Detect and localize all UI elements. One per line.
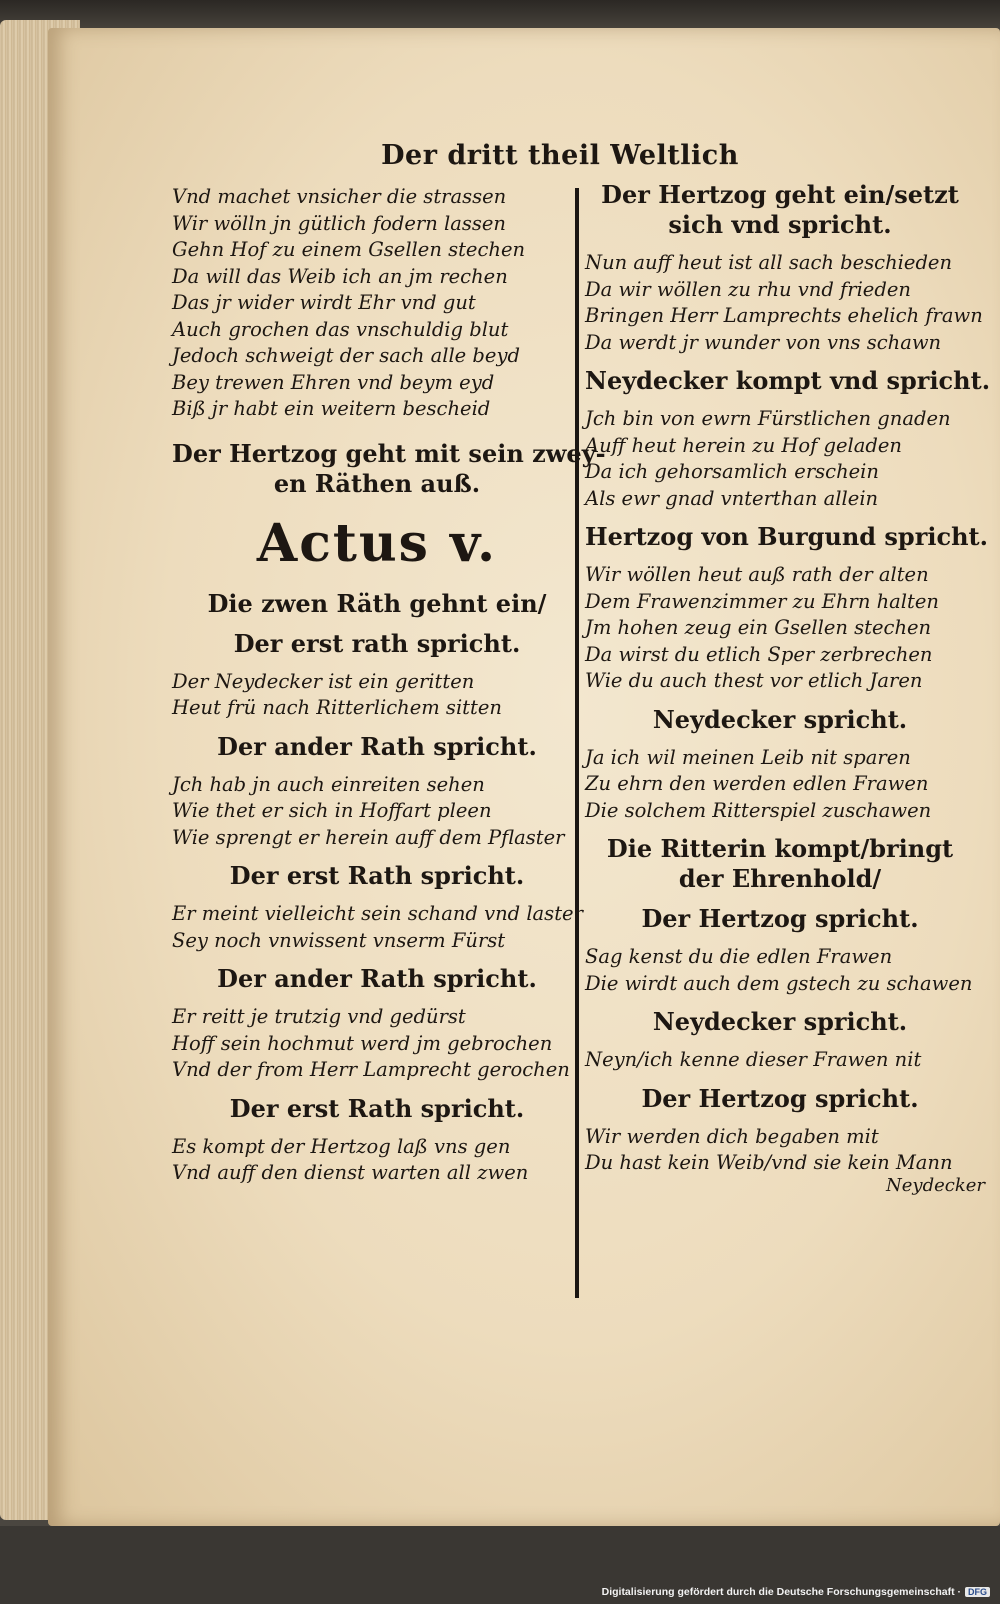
verse-line: Bey trewen Ehren vnd beym eyd [172, 370, 495, 394]
speaker-heading: Der erst rath spricht. [233, 628, 521, 658]
verse-line: Neyn/ich kenne dieser Frawen nit [585, 1048, 922, 1071]
verse-line: Sag kenst du die edlen Frawen [585, 945, 893, 968]
stage-direction-heading: sich vnd spricht. [668, 210, 892, 239]
verse-block [172, 1004, 582, 1084]
stage-direction-heading: Die Ritterin kompt/bringt [606, 834, 954, 863]
verse-line: Er reitt je trutzig vnd gedürst [172, 1005, 466, 1028]
verse-line: Wie du auch thest vor etlich Jaren [585, 669, 923, 692]
verse-line: Du hast kein Weib/vnd sie kein Mann [585, 1151, 953, 1174]
verse-line: Auff heut herein zu Hof geladen [585, 433, 902, 457]
verse-line: Zu ehrn den werden edlen Frawen [585, 772, 929, 795]
verse-line: Gehn Hof zu einem Gsellen stechen [172, 238, 526, 261]
verse-block [172, 901, 582, 954]
verse-line: Auch grochen das vnschuldig blut [172, 317, 509, 341]
verse-line: Jedoch schweigt der sach alle beyd [172, 344, 520, 367]
speaker-heading: Hertzog von Burgund spricht. [585, 522, 988, 551]
speaker-heading: Der erst Rath spricht. [229, 1093, 525, 1123]
right-column [585, 180, 991, 1196]
verse-block [172, 772, 582, 852]
credit-text: Digitalisierung gefördert durch die Deutsche Forschungsgemeinschaft · [601, 1586, 961, 1598]
verse-line: Biß jr habt ein weitern bescheid [172, 397, 491, 420]
speaker-heading: Neydecker spricht. [652, 1007, 908, 1036]
speaker-heading: Der ander Rath spricht. [217, 964, 537, 993]
stage-direction-heading: Die zwen Räth gehnt ein/ [207, 588, 547, 618]
verse-line: Da werdt jr wunder von vns schawn [585, 330, 942, 354]
verse-line: Jch hab jn auch einreiten sehen [172, 772, 485, 796]
verse-block [585, 745, 975, 825]
verse-line: Wir wöllen heut auß rath der alten [585, 563, 929, 586]
speaker-heading: Der ander Rath spricht. [217, 731, 537, 761]
verse-block [172, 669, 582, 722]
speaker-heading: Neydecker spricht. [652, 704, 908, 734]
verse-line: Nun auff heut ist all sach beschieden [585, 251, 953, 274]
digitization-credit [602, 1586, 990, 1598]
verse-line: Wie sprengt er herein auff dem Pflaster [172, 825, 565, 849]
verse-line: Da wir wöllen zu rhu vnd frieden [585, 277, 911, 301]
verse-line: Da wirst du etlich Sper zerbrechen [585, 642, 933, 666]
stage-direction-heading: en Räthen auß. [273, 468, 481, 498]
verse-line: Wir wölln jn gütlich fodern lassen [172, 211, 506, 235]
verse-line: Bringen Herr Lamprechts ehelich frawn [585, 304, 983, 327]
verse-block [585, 562, 975, 695]
speaker-heading: Der erst Rath spricht. [229, 861, 525, 890]
verse-line: Ja ich wil meinen Leib nit sparen [585, 745, 911, 769]
stage-direction-heading: Der Hertzog geht ein/setzt [601, 180, 959, 209]
verse-line: Das jr wider wirdt Ehr vnd gut [172, 291, 476, 314]
stage-direction-heading: der Ehrenhold/ [678, 864, 882, 893]
catchword: Neydecker [886, 1174, 985, 1196]
verse-line: Jm hohen zeug ein Gsellen stechen [585, 616, 932, 639]
verse-block [585, 250, 983, 356]
verse-line: Die wirdt auch dem gstech zu schawen [585, 971, 973, 995]
speaker-heading: Neydecker kompt vnd spricht. [585, 366, 991, 395]
verse-line: Hoff sein hochmut werd jm gebrochen [172, 1031, 553, 1055]
verse-line: Die solchem Ritterspiel zuschawen [585, 798, 932, 822]
verse-line: Jch bin von ewrn Fürstlichen gnaden [585, 407, 951, 430]
verse-block [172, 184, 582, 423]
verse-line: Vnd auff den dienst warten all zwen [172, 1161, 529, 1184]
verse-line: Sey noch vnwissent vnserm Fürst [172, 928, 506, 952]
verse-line: Vnd der from Herr Lamprecht gerochen [172, 1058, 570, 1081]
dfg-logo: DFG [965, 1587, 990, 1597]
running-head: Der dritt theil Weltlich [381, 140, 739, 171]
verse-line: Da will das Weib ich an jm rechen [172, 264, 508, 288]
verse-block [585, 406, 975, 512]
stage-direction-heading: Der Hertzog geht mit sein zwey- [172, 438, 606, 468]
verse-line: Heut frü nach Ritterlichem sitten [172, 696, 502, 719]
left-column [172, 184, 606, 1187]
speaker-heading: Der Hertzog spricht. [641, 1083, 919, 1113]
verse-block [172, 1134, 582, 1187]
verse-line: Wir werden dich begaben mit [585, 1124, 879, 1148]
verse-block [585, 944, 975, 997]
verse-line: Dem Frawenzimmer zu Ehrn halten [585, 589, 939, 613]
speaker-heading: Der Hertzog spricht. [641, 904, 919, 933]
verse-line: Vnd machet vnsicher die strassen [172, 185, 507, 208]
act-title: Actus v. [256, 512, 498, 574]
verse-block [585, 1047, 975, 1074]
verse-line: Er meint vielleicht sein schand vnd laster [172, 902, 583, 925]
verse-line: Als ewr gnad vnterthan allein [585, 486, 879, 510]
verse-line: Es kompt der Hertzog laß vns gen [172, 1134, 511, 1158]
verse-line: Da ich gehorsamlich erschein [585, 460, 879, 483]
verse-block [585, 1124, 975, 1177]
verse-line: Der Neydecker ist ein geritten [172, 669, 475, 693]
verse-line: Wie thet er sich in Hoffart pleen [172, 799, 492, 822]
